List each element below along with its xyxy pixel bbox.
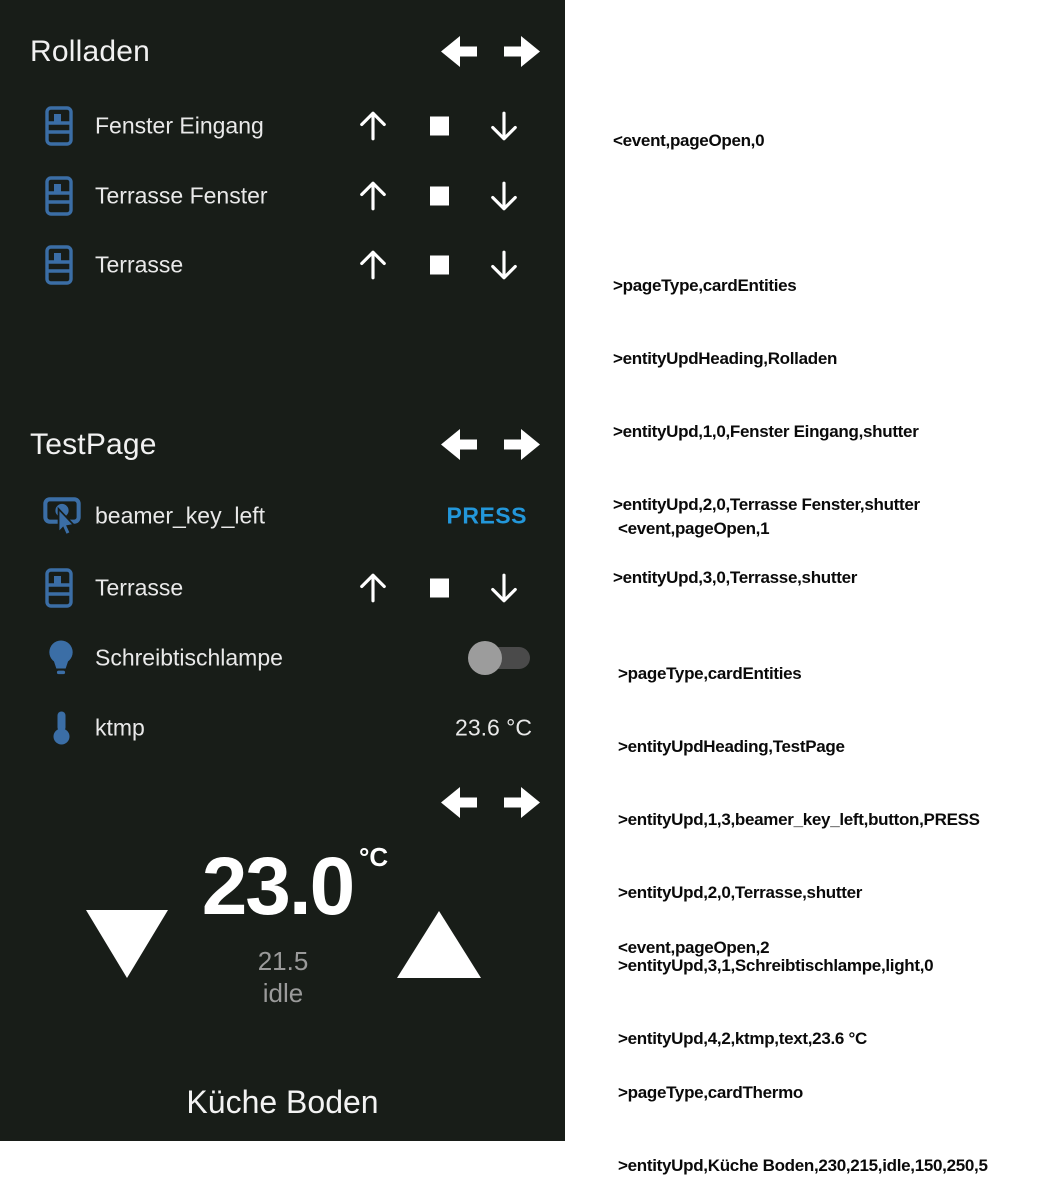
shutter-down-icon[interactable]: [486, 108, 522, 144]
log-line: <event,pageOpen,0: [613, 130, 765, 150]
entity-row-terrasse-2: [0, 560, 565, 616]
nav-next-icon[interactable]: [504, 787, 540, 818]
log-line: >entityUpd,3,1,Schreibtischlampe,light,0: [618, 955, 934, 975]
log-line: <event,pageOpen,2: [618, 937, 770, 957]
entity-label: beamer_key_left: [95, 502, 266, 529]
nav-prev-icon[interactable]: [441, 36, 477, 67]
shutter-stop-button[interactable]: [430, 256, 449, 275]
entity-row-terrasse-fenster: [0, 168, 565, 224]
window-shutter-icon: [45, 106, 73, 146]
log-line: >entityUpd,Küche Boden,230,215,idle,150,250,5: [618, 1156, 988, 1176]
temp-down-button[interactable]: [86, 910, 168, 978]
shutter-down-icon[interactable]: [486, 570, 522, 606]
log-line: >entityUpd,1,0,Fenster Eingang,shutter: [613, 422, 919, 442]
log-line: >entityUpd,4,2,ktmp,text,23.6 °C: [618, 1028, 867, 1048]
log-line: >entityUpd,3,0,Terrasse,shutter: [613, 567, 858, 587]
page-title-testpage: TestPage: [30, 428, 157, 461]
log-line: >entityUpd,2,0,Terrasse Fenster,shutter: [613, 495, 920, 515]
entity-label: Terrasse: [95, 574, 184, 601]
nav-prev-icon[interactable]: [441, 429, 477, 460]
press-button[interactable]: PRESS: [446, 502, 527, 529]
shutter-up-icon[interactable]: [355, 247, 391, 283]
shutter-up-icon[interactable]: [355, 108, 391, 144]
thermometer-icon: [52, 710, 71, 745]
page-title-rolladen: Rolladen: [30, 35, 151, 68]
entity-label: Schreibtischlampe: [95, 644, 283, 671]
log-line: >entityUpd,1,3,beamer_key_left,button,PRESS: [618, 810, 980, 830]
current-temperature: 23.0: [201, 841, 354, 932]
nav-prev-icon[interactable]: [441, 787, 477, 818]
window-shutter-icon: [45, 568, 73, 608]
log-block-page2: [618, 887, 988, 1203]
entity-row-terrasse: [0, 237, 565, 293]
log-line: >pageType,cardThermo: [618, 1083, 803, 1103]
log-line: [613, 201, 920, 225]
temp-up-button[interactable]: [397, 911, 481, 978]
shutter-up-icon[interactable]: [355, 570, 391, 606]
shutter-down-icon[interactable]: [486, 178, 522, 214]
entity-row-fenster-eingang: [0, 98, 565, 154]
light-toggle[interactable]: [470, 645, 530, 671]
shutter-stop-button[interactable]: [430, 579, 449, 598]
entity-label: ktmp: [95, 714, 145, 741]
entity-label: Terrasse: [95, 251, 184, 278]
toggle-knob: [468, 641, 502, 675]
entity-row-beamer-key-left: [0, 488, 565, 544]
temperature-value: 23.6 °C: [455, 714, 532, 741]
log-line: <event,pageOpen,1: [618, 518, 770, 538]
gesture-tap-button-icon: [43, 494, 81, 538]
lightbulb-icon: [47, 639, 75, 677]
log-line: >entityUpdHeading,TestPage: [618, 737, 845, 757]
log-line: >pageType,cardEntities: [613, 276, 797, 296]
nav-next-icon[interactable]: [504, 429, 540, 460]
thermostat-name: Küche Boden: [186, 1084, 379, 1120]
entity-row-ktmp: [0, 700, 565, 756]
log-line: >entityUpdHeading,Rolladen: [613, 349, 838, 369]
target-temperature: 21.5: [257, 946, 309, 976]
nav-next-icon[interactable]: [504, 36, 540, 67]
shutter-stop-button[interactable]: [430, 117, 449, 136]
shutter-up-icon[interactable]: [355, 178, 391, 214]
entity-label: Fenster Eingang: [95, 112, 264, 139]
thermostat-state: idle: [262, 978, 304, 1008]
log-line: [618, 589, 980, 613]
entity-label: Terrasse Fenster: [95, 182, 268, 209]
window-shutter-icon: [45, 176, 73, 216]
log-line: >pageType,cardEntities: [618, 664, 802, 684]
window-shutter-icon: [45, 245, 73, 285]
shutter-stop-button[interactable]: [430, 187, 449, 206]
log-line: >entityUpd,2,0,Terrasse,shutter: [618, 883, 863, 903]
log-line: [618, 1008, 988, 1032]
entity-row-schreibtischlampe: [0, 630, 565, 686]
temperature-unit: °C: [359, 842, 389, 872]
shutter-down-icon[interactable]: [486, 247, 522, 283]
